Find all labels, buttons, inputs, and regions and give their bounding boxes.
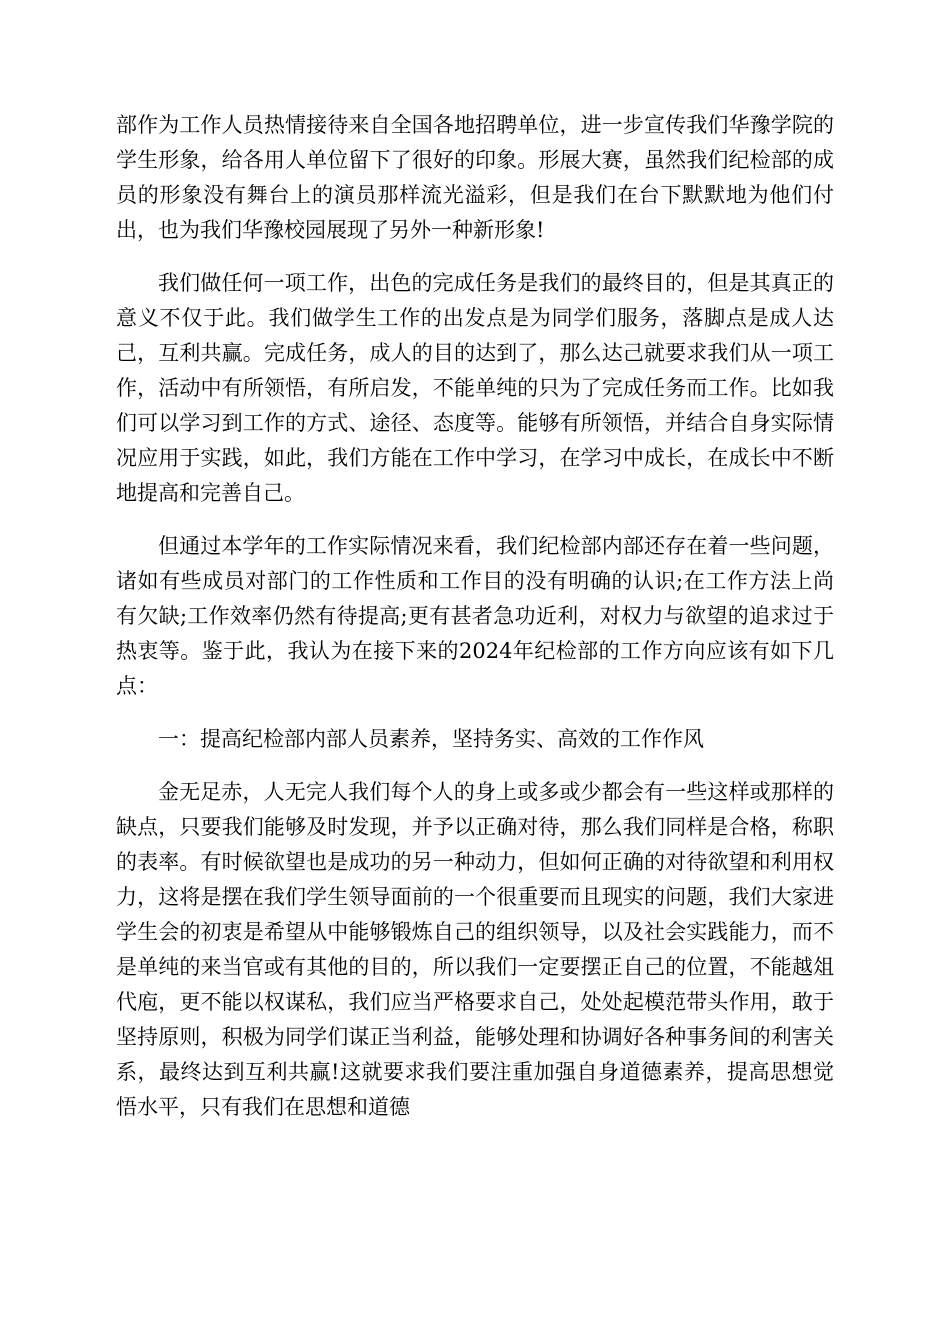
document-page	[116, 108, 834, 1143]
section-heading-one: 一：提高纪检部内部人员素养，坚持务实、高效的工作作风	[158, 727, 704, 751]
paragraph-existing-problems: 但通过本学年的工作实际情况来看，我们纪检部内部还存在着一些问题，诸如有些成员对部门的工作性质和工作目的没有明确的认识;在工作方法上尚有欠缺;工作效率仍然有待提高;更有甚者急功近利，对权力与欲望的追求过于热衷等。鉴于此，我认为在接下来的2024年纪检部的工作方向应该有如下几点：	[116, 534, 834, 698]
paragraph-task-meaning: 我们做任何一项工作，出色的完成任务是我们的最终目的，但是其真正的意义不仅于此。我们做学生工作的出发点是为同学们服务，落脚点是成人达己，互利共赢。完成任务，成人的目的达到了，那么达己就要求我们从一项工作，活动中有所领悟，有所启发，不能单纯的只为了完成任务而工作。比如我们可以学习到工作的方式、途径、态度等。能够有所领悟，并结合自身实际情况应用于实践，如此，我们方能在工作中学习，在学习中成长，在成长中不断地提高和完善自己。	[116, 271, 834, 505]
paragraph-continuation: 部作为工作人员热情接待来自全国各地招聘单位，进一步宣传我们华豫学院的学生形象，给各用人单位留下了很好的印象。形展大赛，虽然我们纪检部的成员的形象没有舞台上的演员那样流光溢彩，但是我们在台下默默地为他们付出，也为我们华豫校园展现了另外一种新形象!	[116, 113, 834, 242]
paragraph-self-cultivation: 金无足赤，人无完人我们每个人的身上或多或少都会有一些这样或那样的缺点，只要我们能够及时发现，并予以正确对待，那么我们同样是合格，称职的表率。有时候欲望也是成功的另一种动力，但如何正确的对待欲望和利用权力，这将是摆在我们学生领导面前的一个很重要而且现实的问题，我们大家进学生会的初衷是希望从中能够锻炼自己的组织领导，以及社会实践能力，而不是单纯的来当官或有其他的目的，所以我们一定要摆正自己的位置，不能越俎代庖，更不能以权谋私，我们应当严格要求自己，处处起模范带头作用，敢于坚持原则，积极为同学们谋正当利益，能够处理和协调好各种事务间的利害关系，最终达到互利共赢!这就要求我们要注重加强自身道德素养，提高思想觉悟水平，只有我们在思想和道德	[116, 780, 834, 1119]
